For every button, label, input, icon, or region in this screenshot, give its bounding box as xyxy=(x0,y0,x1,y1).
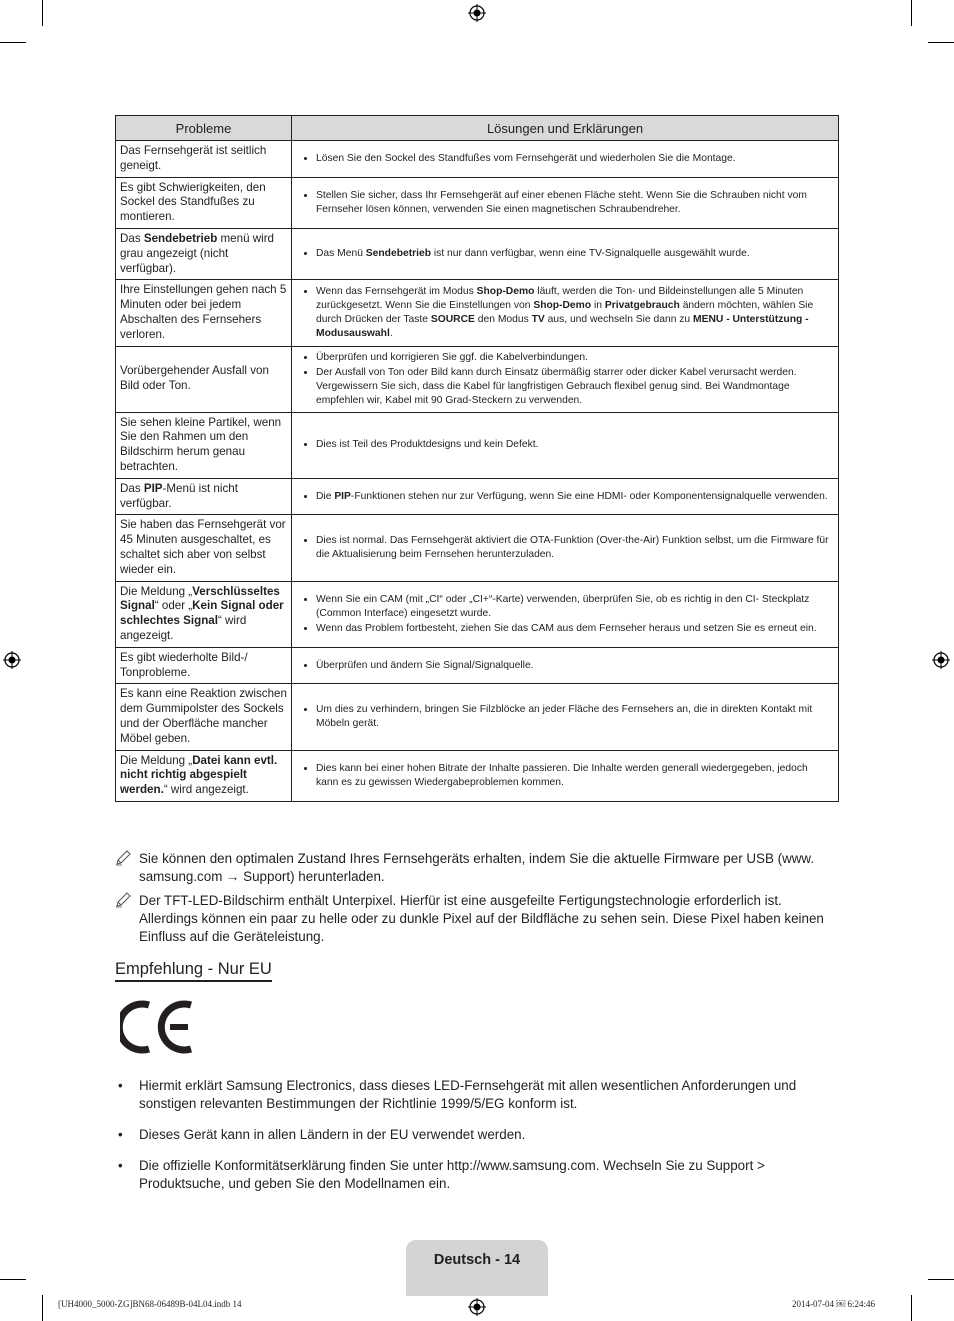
crop-mark xyxy=(42,1295,43,1321)
note-item xyxy=(115,850,839,886)
registration-mark-icon xyxy=(468,4,486,22)
table-row xyxy=(116,177,839,228)
solution-cell xyxy=(292,478,839,515)
solution-cell xyxy=(292,412,839,478)
crop-mark xyxy=(911,0,912,26)
footer-file-info: [UH4000_5000-ZG]BN68-06489B-04L04.indb 14 xyxy=(58,1299,242,1309)
table-row xyxy=(116,515,839,581)
eu-bullet-list xyxy=(115,1077,839,1206)
table-row xyxy=(116,280,839,346)
problem-cell: Ihre Einstellungen gehen nach 5 Minuten oder bei jedem Abschalten des Fernsehers verloren. xyxy=(116,280,292,346)
column-header-solutions: Lösungen und Erklärungen xyxy=(292,116,839,141)
problem-cell: Die Meldung „Datei kann evtl. nicht richtig abgespielt werden.“ wird angezeigt. xyxy=(116,750,292,801)
solution-cell xyxy=(292,581,839,647)
notes xyxy=(115,850,839,952)
problem-cell: Es kann eine Reaktion zwischen dem Gummipolster des Sockels und der Oberfläche mancher Möbel geben. xyxy=(116,684,292,750)
problem-cell: Vorübergehender Ausfall von Bild oder Ton. xyxy=(116,346,292,412)
solution-cell xyxy=(292,280,839,346)
solution-item: • Wenn Sie ein CAM (mit „CI“ oder „CI+“-Karte) verwenden, überprüfen Sie, ob es richtig in den CI- Steckplatz (Common Interface) eingesetzt wurde. xyxy=(316,593,832,621)
solution-item: • Dies kann bei einer hohen Bitrate der Inhalte passieren. Die Inhalte werden generall wiedergegeben, jedoch kann es zu gewissen Wiedergabeproblemen kommen. xyxy=(316,762,832,790)
pencil-note-icon xyxy=(115,850,133,866)
footer-timestamp: 2014-07-04 ￼ 6:24:46 xyxy=(792,1299,875,1309)
section-title: Empfehlung - Nur EU xyxy=(115,960,272,982)
solution-item: • Die PIP-Funktionen stehen nur zur Verfügung, wenn Sie eine HDMI- oder Komponentensignalquelle verwenden. xyxy=(316,490,832,504)
crop-mark xyxy=(0,42,26,43)
table-row xyxy=(116,346,839,412)
solution-item: • Stellen Sie sicher, dass Ihr Fernsehgerät auf einer ebenen Fläche steht. Wenn Sie die Schrauben nicht vom Fernseher lösen können, verwenden Sie einen magnetischen Schraubendreher. xyxy=(316,189,832,217)
solution-item: • Dies ist Teil des Produktdesigns und kein Defekt. xyxy=(316,438,832,452)
solution-item: • Das Menü Sendebetrieb ist nur dann verfügbar, wenn eine TV-Signalquelle ausgewählt wurde. xyxy=(316,247,832,261)
problem-cell: Sie sehen kleine Partikel, wenn Sie den Rahmen um den Bildschirm herum genau betrachten. xyxy=(116,412,292,478)
solution-item: • Wenn das Problem fortbesteht, ziehen Sie das CAM aus dem Fernseher heraus und setzen Sie es erneut ein. xyxy=(316,622,832,636)
table-row xyxy=(116,581,839,647)
bullet-icon: • xyxy=(118,1078,123,1093)
crop-mark xyxy=(928,1279,954,1280)
solution-cell xyxy=(292,346,839,412)
note-text: Sie können den optimalen Zustand Ihres Fernsehgeräts erhalten, indem Sie die aktuelle Firmware per USB (www. samsung.com → Support) herunterladen. xyxy=(139,851,815,884)
solution-item: • Überprüfen und korrigieren Sie ggf. die Kabelverbindungen. xyxy=(316,351,832,365)
problem-cell: Es gibt wiederholte Bild-/ Tonprobleme. xyxy=(116,647,292,684)
table-row xyxy=(116,684,839,750)
list-item: • Die offizielle Konformitätserklärung finden Sie unter http://www.samsung.com. Wechseln Sie zu Support > Produktsuche, und geben Sie den Modellnamen ein. xyxy=(118,1158,765,1191)
registration-mark-icon xyxy=(932,651,950,669)
table-row xyxy=(116,228,839,279)
problem-cell: Sie haben das Fernsehgerät vor 45 Minuten ausgeschaltet, es schaltet sich aber von selbst wieder ein. xyxy=(116,515,292,581)
crop-mark xyxy=(42,0,43,26)
crop-mark xyxy=(911,1295,912,1321)
solution-cell xyxy=(292,750,839,801)
solution-item: • Dies ist normal. Das Fernsehgerät aktiviert die OTA-Funktion (Over-the-Air) Funktion selbst, um die Firmware für die Aktualisierung beim Fernsehen herunterzuladen. xyxy=(316,534,832,562)
solution-item: • Um dies zu verhindern, bringen Sie Filzblöcke an jeder Fläche des Fernsehers an, die in direkten Kontakt mit Möbeln gerät. xyxy=(316,703,832,731)
solution-item: • Wenn das Fernsehgerät im Modus Shop-Demo läuft, werden die Ton- und Bildeinstellungen alle 5 Minuten zurückgesetzt. Wenn Sie die Einstellungen von Shop-Demo in Privatgebrauch ändern möchten, wählen Sie durch Drücken der Taste SOURCE den Modus TV aus, und wechseln Sie dann zu MENU - Unterstützung - Modusauswahl. xyxy=(316,285,832,341)
troubleshooting-table xyxy=(115,115,839,802)
problem-cell: Es gibt Schwierigkeiten, den Sockel des Standfußes zu montieren. xyxy=(116,177,292,228)
solution-item: • Lösen Sie den Sockel des Standfußes vom Fernsehgerät und wiederholen Sie die Montage. xyxy=(316,152,832,166)
note-text: Der TFT-LED-Bildschirm enthält Unterpixel. Hierfür ist eine ausgefeilte Fertigungstechnologie erforderlich ist. Allerdings können ein paar zu helle oder zu dunkle Pixel auf der Bildfläche zu sehen sein. Diese Pixel haben keinen Einfluss auf die Geräteleistung. xyxy=(139,893,824,944)
table-row xyxy=(116,750,839,801)
page-number-tab xyxy=(406,1240,548,1296)
list-item: • Hiermit erklärt Samsung Electronics, dass dieses LED-Fernsehgerät mit allen wesentlichen Anforderungen und sonstigen relevanten Bestimmungen der Richtlinie 1999/5/EG konform ist. xyxy=(118,1078,797,1111)
ce-mark-icon xyxy=(120,1000,196,1054)
solution-cell xyxy=(292,177,839,228)
crop-mark xyxy=(0,1279,26,1280)
table-row xyxy=(116,647,839,684)
solution-cell xyxy=(292,141,839,178)
solution-item: • Überprüfen und ändern Sie Signal/Signalquelle. xyxy=(316,659,832,673)
bullet-icon: • xyxy=(118,1127,123,1142)
problem-cell: Das Fernsehgerät ist seitlich geneigt. xyxy=(116,141,292,178)
solution-cell xyxy=(292,228,839,279)
problem-cell: Das Sendebetrieb menü wird grau angezeigt (nicht verfügbar). xyxy=(116,228,292,279)
problem-cell: Das PIP-Menü ist nicht verfügbar. xyxy=(116,478,292,515)
registration-mark-icon xyxy=(3,651,21,669)
table-header-row xyxy=(116,116,839,141)
pencil-note-icon xyxy=(115,892,133,908)
solution-cell xyxy=(292,515,839,581)
solution-cell xyxy=(292,647,839,684)
page-label: Deutsch - 14 xyxy=(433,1252,521,1268)
problem-cell: Die Meldung „Verschlüsseltes Signal“ oder „Kein Signal oder schlechtes Signal“ wird angezeigt. xyxy=(116,581,292,647)
solution-item: • Der Ausfall von Ton oder Bild kann durch Einsatz übermäßig starrer oder dicker Kabel verursacht werden. Vergewissern Sie sich, dass die Kabel für langfristigen Gebrauch flexibel genug sind. Bei Wandmontage empfehlen wir, Kabel mit 90 Grad-Steckern zu verwenden. xyxy=(316,366,832,408)
solution-cell xyxy=(292,684,839,750)
table-row xyxy=(116,478,839,515)
table-row xyxy=(116,412,839,478)
column-header-problems: Probleme xyxy=(116,116,292,141)
table-row xyxy=(116,141,839,178)
note-item xyxy=(115,892,839,946)
bullet-icon: • xyxy=(118,1158,123,1173)
list-item: • Dieses Gerät kann in allen Ländern in der EU verwendet werden. xyxy=(118,1127,526,1142)
crop-mark xyxy=(928,42,954,43)
registration-mark-icon xyxy=(468,1298,486,1316)
